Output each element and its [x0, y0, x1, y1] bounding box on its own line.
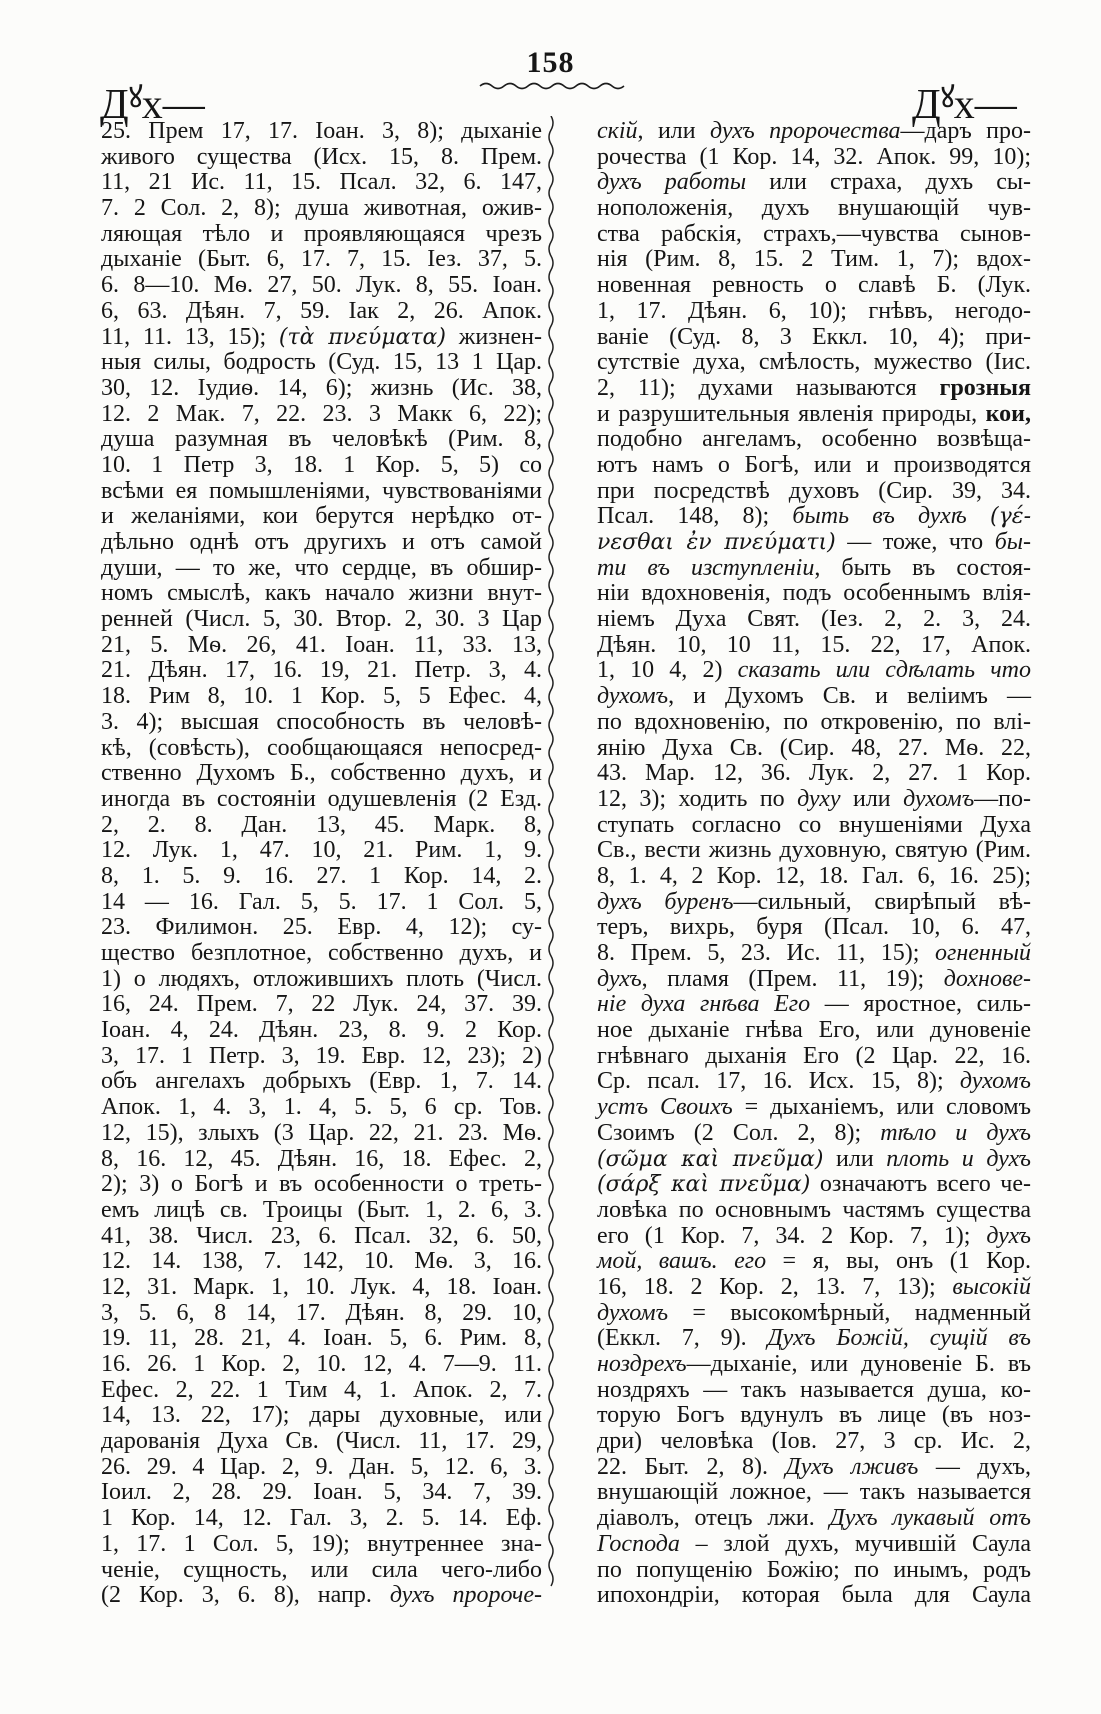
text-line: ноздрехъ—дыханіе, или дуновеніе Б. въ: [597, 1351, 1031, 1377]
text-line: 2, 11); духами называются грозныя: [597, 374, 1031, 401]
text-line: 30, 12. Іудиѳ. 14, 6); жизнь (Ис. 38,: [101, 374, 542, 401]
text-line: духомъ, и Духомъ Св. и веліимъ —: [597, 683, 1031, 710]
text-line: духъ работы или страха, духъ сы-: [597, 169, 1032, 196]
text-line: 12. Лук. 1, 47. 10, 21. Рим. 1, 9.: [101, 837, 542, 864]
text-line: ніемъ Духа Свят. (Іез. 2, 2. 3, 24.: [597, 606, 1031, 633]
text-line: 16, 18. 2 Кор. 2, 13. 7, 13); высокій: [597, 1273, 1031, 1300]
text-line: 22. Быт. 2, 8). Духъ лживъ — духъ,: [597, 1453, 1031, 1480]
text-line: и желаніями, кои берутся нерѣдко от-: [101, 503, 542, 530]
text-line: ляющая тѣло и проявляющаяся чрезъ: [101, 220, 542, 247]
text-line: устъ Своихъ = дыханіемъ, или словомъ: [597, 1094, 1031, 1121]
text-line: новенная ревность о славѣ Б. (Лук.: [597, 272, 1031, 299]
text-line: янію Духа Св. (Сир. 48, 27. Мѳ. 22,: [597, 734, 1031, 761]
text-line: дѣльно однѣ отъ другихъ и отъ самой: [101, 529, 542, 555]
text-line: 12, 3); ходить по духу или духомъ—по-: [597, 785, 1031, 812]
text-line: ное дыханіе гнѣва Его, или дуновеніе: [597, 1017, 1031, 1044]
text-line: (σῶμα καὶ πνεῦμα) или плоть и духъ: [597, 1145, 1032, 1172]
text-line: теръ, вихрь, буря (Псал. 10, 6. 47,: [597, 914, 1031, 941]
running-head-letter: Д: [100, 82, 129, 128]
text-line: номъ смыслѣ, какъ начало жизни внут-: [101, 580, 542, 607]
text-line: мой, вашъ. его = я, вы, онъ (1 Кор.: [597, 1248, 1031, 1275]
text-line: (σάρξ καὶ πνεῦμα) означаютъ всего че-: [597, 1171, 1032, 1198]
text-line: 10. 1 Петр 3, 18. 1 Кор. 5, 5) со: [101, 451, 542, 478]
text-line: душа разумная въ человѣкѣ (Рим. 8,: [101, 426, 542, 453]
text-line: 1, 17. Дѣян. 6, 10); гнѣвъ, негодо-: [597, 297, 1031, 324]
text-line: 18. Рим 8, 10. 1 Кор. 5, 5 Ефес. 4,: [101, 683, 542, 710]
running-head-dash: —: [974, 82, 1015, 128]
text-line: духъ, пламя (Прем. 11, 19); дохнове-: [597, 965, 1031, 992]
text-line: 14 — 16. Гал. 5, 5. 17. 1 Сол. 5,: [101, 888, 542, 915]
text-line: 11, 11. 13, 15); (τὰ πνεύματα) жизнен-: [101, 323, 542, 350]
text-line: Псал. 148, 8); быть въ духѣ (γέ-: [597, 503, 1032, 530]
text-line: ютъ намъ о Богѣ, или и производятся: [597, 451, 1031, 478]
text-line: ваніе (Суд. 8, 3 Еккл. 10, 4); при-: [597, 323, 1031, 350]
text-line: 8. Прем. 5, 23. Ис. 11, 15); огненный: [597, 940, 1031, 966]
text-line: щество безплотное, собственно духъ, и: [101, 940, 542, 966]
text-line: 6, 63. Дѣян. 7, 59. Іак 2, 26. Апок.: [101, 297, 542, 324]
text-line: ноздряхъ — такъ называется душа, ко-: [597, 1376, 1031, 1403]
text-line: 7. 2 Сол. 2, 8); душа животная, ожив-: [101, 195, 542, 222]
text-line: 14, 13. 22, 17); дары духовные, или: [101, 1402, 542, 1429]
text-line: иногда въ состояніи одушевленія (2 Езд.: [101, 785, 542, 812]
text-line: и разрушительныя явленія природы, кои,: [597, 400, 1031, 427]
text-line: духомъ = высокомѣрный, надменный: [597, 1299, 1031, 1326]
page-number: 158: [526, 46, 575, 79]
text-line: 3. 4); высшая способность въ человѣ-: [101, 708, 542, 735]
text-line: 16. 26. 1 Кор. 2, 10. 12, 4. 7—9. 11.: [101, 1351, 542, 1377]
text-line: по попущенію Божію; по инымъ, родъ: [597, 1556, 1031, 1583]
text-line: 2, 2. 8. Дан. 13, 45. Марк. 8,: [101, 811, 542, 838]
text-line: (Еккл. 7, 9). Духъ Божій, сущій въ: [597, 1325, 1031, 1352]
text-line: 43. Мар. 12, 36. Лук. 2, 27. 1 Кор.: [597, 760, 1031, 787]
text-line: 8, 1. 5. 9. 16. 27. 1 Кор. 14, 2.: [101, 862, 542, 889]
text-line: дарованія Духа Св. (Числ. 11, 17. 29,: [101, 1428, 542, 1455]
text-line: ства рабскія, страхъ,—чувства сынов-: [597, 220, 1031, 247]
text-line: ніе духа гнѣва Его — яростное, силь-: [597, 991, 1032, 1018]
left-column: [101, 119, 542, 1609]
text-line: 16, 24. Прем. 7, 22 Лук. 24, 37. 39.: [101, 991, 542, 1018]
text-line: Іоил. 2, 28. 29. Іоан. 5, 34. 7, 39.: [101, 1479, 542, 1506]
text-line: (2 Кор. 3, 6. 8), напр. духъ пророче-: [101, 1582, 542, 1609]
text-line: Св., вести жизнь духовную, святую (Рим.: [597, 837, 1031, 864]
column-divider-rule: [546, 116, 556, 1591]
text-line: 19. 11, 28. 21, 4. Іоан. 5, 6. Рим. 8,: [101, 1325, 542, 1352]
text-line: торую Богъ вдунулъ въ лице (въ ноз-: [597, 1402, 1031, 1429]
text-line: души, — то же, что сердце, въ обшир-: [101, 554, 542, 581]
text-line: 2); 3) о Богѣ и въ особенности о треть-: [101, 1171, 542, 1198]
text-line: ренней (Числ. 5, 30. Втор. 2, 30. 3 Цар: [101, 606, 542, 633]
text-line: 1, 17. 1 Сол. 5, 19); внутреннее зна-: [101, 1530, 542, 1557]
text-line: 23. Филимон. 25. Евр. 4, 12); су-: [101, 914, 542, 941]
text-line: ти въ изступленіи, быть въ состоя-: [597, 554, 1032, 581]
text-line: νεσθαι ἐν πνεύματι) — тоже, что бы-: [597, 529, 1032, 555]
text-line: ловѣка по основнымъ частямъ существа: [597, 1196, 1031, 1223]
text-line: 1 Кор. 14, 12. Гал. 3, 2. 5. 14. Еф.: [101, 1505, 542, 1532]
text-line: рочества (1 Кор. 14, 32. Апок. 99, 10);: [597, 143, 1031, 170]
text-line: Господа – злой духъ, мучившій Саула: [597, 1530, 1031, 1557]
text-line: 8, 1. 4, 2 Кор. 12, 18. Гал. 6, 16. 25);: [597, 862, 1031, 889]
text-line: 8, 16. 12, 45. Дѣян. 16, 18. Ефес. 2,: [101, 1145, 542, 1172]
text-line: Іоан. 4, 24. Дѣян. 23, 8. 9. 2 Кор.: [101, 1017, 542, 1044]
text-line: скій, или духъ пророчества—даръ про-: [597, 118, 1032, 144]
text-line: 12, 31. Марк. 1, 10. Лук. 4, 18. Іоан.: [101, 1273, 542, 1300]
text-line: внушающій ложное, — такъ называется: [597, 1479, 1031, 1506]
text-line: ніи вдохновенія, подъ особеннымъ влія-: [597, 580, 1031, 607]
running-head-letter: х: [953, 82, 975, 128]
text-line: Ср. псал. 17, 16. Исх. 15, 8); духомъ: [597, 1068, 1031, 1095]
text-line: емъ лицѣ св. Троицы (Быт. 1, 2. 6, 3.: [101, 1196, 542, 1223]
text-line: всѣми ея помышленіями, чувствованіями: [101, 477, 542, 504]
right-column: [597, 119, 1031, 1609]
text-line: 12. 2 Мак. 7, 22. 23. 3 Макк 6, 22);: [101, 400, 542, 427]
text-line: 26. 29. 4 Цар. 2, 9. Дан. 5, 12. 6, 3.: [101, 1453, 542, 1480]
text-line: живого существа (Исх. 15, 8. Прем.: [101, 143, 542, 170]
text-line: 12. 14. 138, 7. 142, 10. Мѳ. 3, 16.: [101, 1248, 542, 1275]
text-line: ипохондріи, которая была для Саула: [597, 1582, 1031, 1609]
running-head-letter: х: [141, 82, 163, 128]
text-line: дыханіе (Быт. 6, 17. 7, 15. Іез. 37, 5.: [101, 246, 542, 273]
text-line: ченіе, сущность, или сила чего-либо: [101, 1556, 542, 1583]
text-line: 3, 5. 6, 8 14, 17. Дѣян. 8, 29. 10,: [101, 1299, 542, 1326]
running-head-uk-letter: ꙋ: [940, 81, 954, 114]
text-line: ныя силы, бодрость (Суд. 15, 13 1 Цар.: [101, 349, 542, 376]
text-line: 11, 21 Ис. 11, 15. Псал. 32, 6. 147,: [101, 169, 542, 196]
text-line: 3, 17. 1 Петр. 3, 19. Евр. 12, 23); 2): [101, 1042, 542, 1069]
text-line: ственно Духомъ Б., собственно духъ, и: [101, 760, 542, 787]
text-line: кѣ, (совѣсть), сообщающаяся непосред-: [101, 734, 542, 761]
text-line: объ ангелахъ добрыхъ (Евр. 1, 7. 14.: [101, 1068, 542, 1095]
running-head-dash: —: [162, 82, 203, 128]
text-line: 21, 5. Мѳ. 26, 41. Іоан. 11, 33. 13,: [101, 631, 542, 658]
text-line: дри) человѣка (Іов. 27, 3 ср. Ис. 2,: [597, 1428, 1031, 1455]
text-line: при посредствѣ духовъ (Сир. 39, 34.: [597, 477, 1031, 504]
text-line: его (1 Кор. 7, 34. 2 Кор. 7, 1); духъ: [597, 1222, 1031, 1249]
running-head-uk-letter: ꙋ: [128, 81, 142, 114]
text-line: діаволъ, отецъ лжи. Духъ лукавый отъ: [597, 1505, 1032, 1532]
text-line: Сзоимъ (2 Сол. 2, 8); тѣло и духъ: [597, 1119, 1031, 1146]
running-head-letter: Д: [912, 82, 941, 128]
text-line: 21. Дѣян. 17, 16. 19, 21. Петр. 3, 4.: [101, 657, 542, 684]
text-line: 12, 15), злыхъ (3 Цар. 22, 21. 23. Мѳ.: [101, 1119, 542, 1146]
text-line: гнѣвнаго дыханія Его (2 Цар. 22, 16.: [597, 1042, 1031, 1069]
text-line: подобно ангеламъ, особенно возвѣща-: [597, 426, 1031, 453]
text-line: 1, 10 4, 2) сказать или сдѣлать что: [597, 657, 1031, 684]
text-line: Дѣян. 10, 10 11, 15. 22, 17, Апок.: [597, 631, 1031, 658]
text-line: духъ буренъ—сильный, свирѣпый вѣ-: [597, 888, 1031, 915]
text-line: ноположенія, духъ внушающій чув-: [597, 195, 1031, 222]
text-line: ступать согласно со внушеніями Духа: [597, 811, 1031, 838]
text-line: 6. 8—10. Мѳ. 27, 50. Лук. 8, 55. Іоан.: [101, 272, 542, 299]
text-line: 41, 38. Числ. 23, 6. Псал. 32, 6. 50,: [101, 1222, 542, 1249]
text-line: 1) о людяхъ, отложившихъ плоть (Числ.: [101, 965, 542, 992]
text-line: сутствіе духа, смѣлость, мужество (Іис.: [597, 349, 1031, 376]
text-line: 25. Прем 17, 17. Іоан. 3, 8); дыханіе: [101, 118, 542, 144]
text-line: Апок. 1, 4. 3, 1. 4, 5. 5, 6 ср. Тов.: [101, 1094, 542, 1121]
page-number-flourish: [476, 80, 626, 92]
text-line: нія (Рим. 8, 15. 2 Тим. 1, 7); вдох-: [597, 246, 1031, 273]
text-line: Ефес. 2, 22. 1 Тим 4, 1. Апок. 2, 7.: [101, 1376, 542, 1403]
text-line: по вдохновенію, по откровенію, по влі-: [597, 708, 1031, 735]
